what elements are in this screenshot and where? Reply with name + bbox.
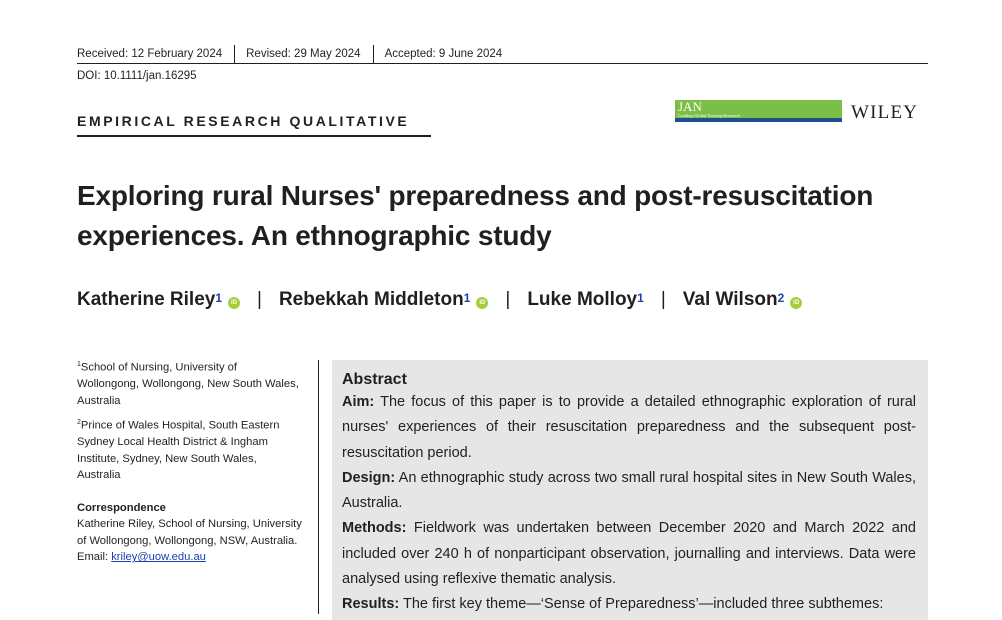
journal-tagline: Leading Global Nursing Research [678,113,740,118]
section-label: Methods: [342,520,407,537]
correspondence-address: Katherine Riley, School of Nursing, University of Wollongong, Wollongong, NSW, Australia. [77,518,302,547]
article-dates [77,45,928,63]
affiliation-number: 2 [77,419,81,427]
orcid-icon[interactable]: iD [790,297,802,309]
email-label: Email: [77,551,112,564]
section-underline [77,135,431,137]
date-divider [373,45,374,63]
abstract-heading: Abstract [342,371,407,388]
author-separator: | [660,289,666,310]
section-text: The first key theme—‘Sense of Preparedness’—included three subthemes: [403,596,884,613]
author-name[interactable]: Val Wilson [682,289,778,310]
revised-date: Revised: 29 May 2024 [246,48,361,60]
affiliation-marker[interactable]: 1 [215,291,223,305]
affiliation-number: 1 [77,361,81,368]
abstract-content [342,370,916,618]
section-text: The focus of this paper is to provide a detailed ethnographic exploration of rural nurses' experiences of their resuscitation preparedness and the subsequent post-resuscitation period. [342,394,916,461]
doi[interactable]: DOI: 10.1111/jan.16295 [77,70,197,82]
affiliation [77,357,302,409]
affiliation-marker[interactable]: 1 [637,291,644,305]
section-label: Results: [342,596,400,613]
journal-name: JAN [678,99,702,114]
column-divider [318,360,319,614]
email-link[interactable]: kriley@uow.edu.au [111,551,206,564]
publisher-logo[interactable]: WILEY [851,102,919,123]
affiliation-text: School of Nursing, University of Wollongong, Wollongong, New South Wales, Australia [77,361,299,407]
abstract-methods [342,516,916,592]
received-date: Received: 12 February 2024 [77,48,223,60]
abstract-aim [342,390,916,466]
affiliation-text: Prince of Wales Hospital, South Eastern Sydney Local Health District & Ingham Institute, Sydney, New South Wales, Australia [77,419,280,482]
correspondence-details [77,516,302,566]
section-label: EMPIRICAL RESEARCH QUALITATIVE [77,113,410,129]
author-list [77,289,802,311]
logo-blue-band [675,118,842,122]
section-label: Aim: [342,394,375,410]
affiliations-panel [77,357,302,572]
author-separator: | [505,289,511,310]
article-title: Exploring rural Nurses' preparedness and post-resuscitation experiences. An ethnographic study [77,180,874,251]
header-rule [77,63,928,64]
section-text: An ethnographic study across two small rural hospital sites in New South Wales, Australia. [342,469,917,512]
orcid-icon[interactable]: iD [228,297,240,309]
abstract-box [332,360,928,620]
abstract-design [342,466,916,517]
affiliation [77,415,302,484]
author-name[interactable]: Rebekkah Middleton [278,289,464,310]
date-divider [234,45,235,63]
affiliation-marker[interactable]: 2 [777,291,785,305]
author-name[interactable]: Luke Molloy [527,289,638,310]
author-name[interactable]: Katherine Riley [77,289,216,310]
author-separator: | [257,289,262,310]
affiliation-marker[interactable]: 1 [463,291,471,305]
section-text: Fieldwork was undertaken between December 2020 and March 2022 and included over 240 h of nonparticipant observation, journalling and interviews. Data were analysed using reflexive thematic analysis. [342,520,916,588]
accepted-date: Accepted: 9 June 2024 [384,48,503,60]
correspondence-heading: Correspondence [77,501,166,514]
section-label: Design: [342,469,396,486]
orcid-icon[interactable]: iD [476,297,488,309]
journal-logo[interactable] [675,100,842,122]
